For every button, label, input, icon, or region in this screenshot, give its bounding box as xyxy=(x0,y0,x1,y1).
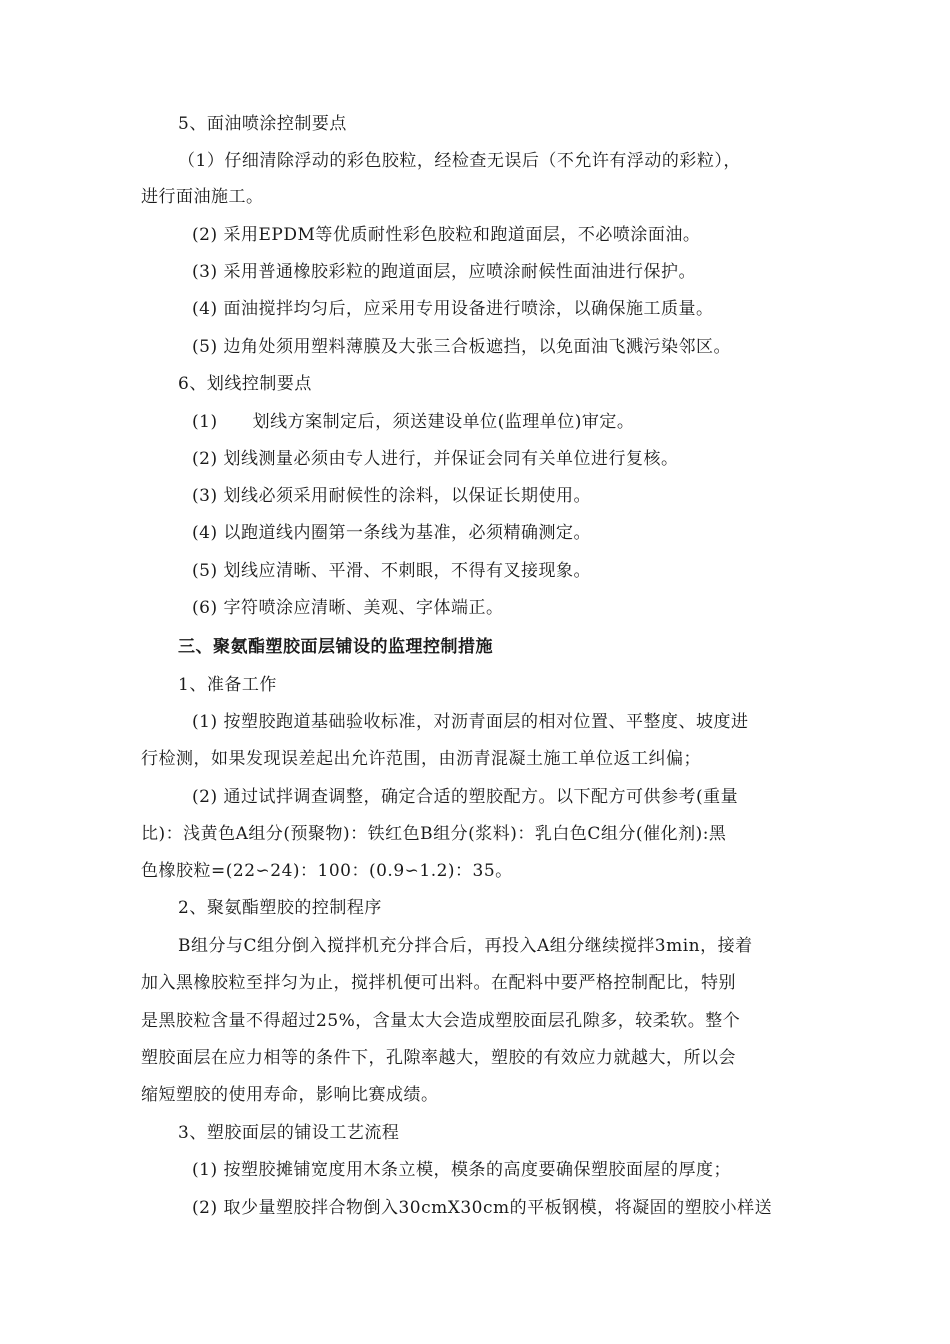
list-item: (1) 按塑胶摊铺宽度用木条立模，模条的高度要确保塑胶面屋的厚度； xyxy=(192,1160,731,1180)
heading-1-preparation: 1、准备工作 xyxy=(178,675,277,695)
list-item: (4) 面油搅拌均匀后，应采用专用设备进行喷涂，以确保施工质量。 xyxy=(192,299,714,319)
list-item: (2) 采用EPDM等优质耐性彩色胶粒和跑道面层，不必喷涂面油。 xyxy=(192,225,701,245)
paragraph-line: 行检测，如果发现误差起出允许范围，由沥青混凝土施工单位返工纠偏； xyxy=(141,749,701,769)
list-item: (5) 边角处须用塑料薄膜及大张三合板遮挡，以免面油飞溅污染邻区。 xyxy=(192,337,731,357)
paragraph-line: 塑胶面层在应力相等的条件下，孔隙率越大，塑胶的有效应力就越大，所以会 xyxy=(141,1048,736,1068)
list-item: (1) 划线方案制定后，须送建设单位(监理单位)审定。 xyxy=(192,412,635,432)
list-item: (1) 按塑胶跑道基础验收标准，对沥青面层的相对位置、平整度、坡度进 xyxy=(192,712,749,732)
heading-3-process: 3、塑胶面层的铺设工艺流程 xyxy=(178,1123,400,1143)
paragraph-line: 是黑胶粒含量不得超过25%，含量太大会造成塑胶面层孔隙多，较柔软。整个 xyxy=(141,1011,741,1031)
list-item: (2) 划线测量必须由专人进行，并保证会同有关单位进行复核。 xyxy=(192,449,679,469)
paragraph-line: 进行面油施工。 xyxy=(141,187,264,207)
list-item: (3) 采用普通橡胶彩粒的跑道面层，应喷涂耐候性面油进行保护。 xyxy=(192,262,696,282)
paragraph-line: 缩短塑胶的使用寿命，影响比赛成绩。 xyxy=(141,1085,439,1105)
paragraph-line: 比)：浅黄色A组分(预聚物)：铁红色B组分(浆料)：乳白色C组分(催化剂):黑 xyxy=(141,824,727,844)
heading-6-marking: 6、划线控制要点 xyxy=(178,374,312,394)
list-item: (4) 以跑道线内圈第一条线为基准，必须精确测定。 xyxy=(192,523,591,543)
section-heading-three: 三、聚氨酯塑胶面层铺设的监理控制措施 xyxy=(178,637,493,657)
paragraph-line: 加入黑橡胶粒至拌匀为止，搅拌机便可出料。在配料中要严格控制配比，特别 xyxy=(141,973,736,993)
paragraph-line: B组分与C组分倒入搅拌机充分拌合后，再投入A组分继续搅拌3min，接着 xyxy=(178,936,753,956)
list-item: (2) 取少量塑胶拌合物倒入30cmX30cm的平板钢模，将凝固的塑胶小样送 xyxy=(192,1198,773,1218)
heading-2-control: 2、聚氨酯塑胶的控制程序 xyxy=(178,898,382,918)
heading-5-topcoat: 5、面油喷涂控制要点 xyxy=(178,114,347,134)
list-item: (6) 字符喷涂应清晰、美观、字体端正。 xyxy=(192,598,504,618)
list-item: (5) 划线应清晰、平滑、不刺眼，不得有叉接现象。 xyxy=(192,561,591,581)
list-item: (3) 划线必须采用耐候性的涂料，以保证长期使用。 xyxy=(192,486,591,506)
paragraph-line: 色橡胶粒=(22∽24)：100：(0.9∽1.2)：35。 xyxy=(141,861,513,881)
paragraph-line: （1）仔细清除浮动的彩色胶粒，经检查无误后（不允许有浮动的彩粒）， xyxy=(178,151,741,171)
list-item: (2) 通过试拌调查调整，确定合适的塑胶配方。以下配方可供参考(重量 xyxy=(192,787,739,807)
